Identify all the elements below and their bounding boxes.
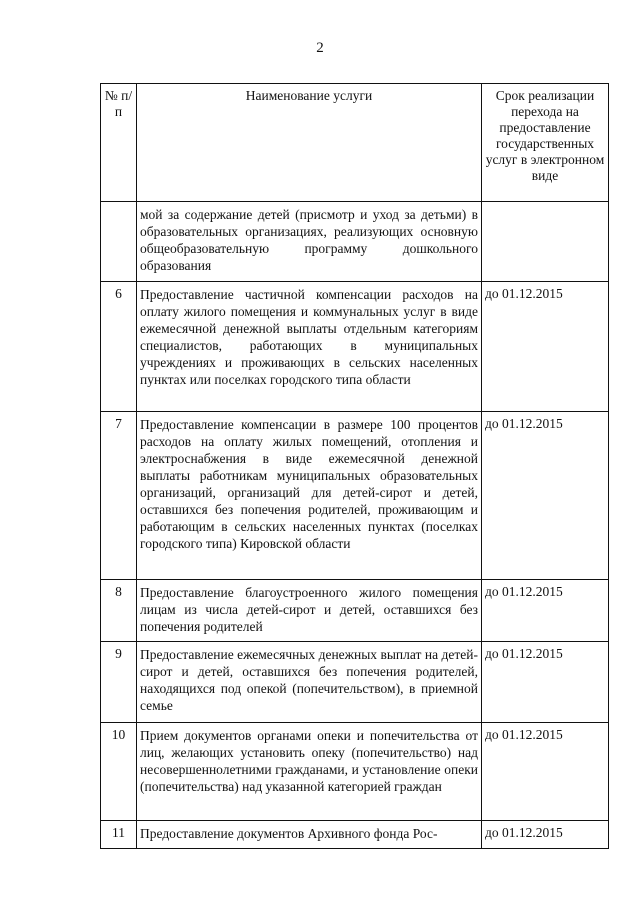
service-term: до 01.12.2015	[482, 723, 609, 821]
table-row	[101, 282, 609, 412]
service-term: до 01.12.2015	[482, 642, 609, 723]
row-number: 9	[101, 642, 137, 723]
table-row	[101, 580, 609, 642]
table-row	[101, 412, 609, 580]
page-number: 2	[316, 40, 324, 56]
service-term: до 01.12.2015	[482, 282, 609, 412]
table-row	[101, 202, 609, 282]
header-service-name: Наименование услуги	[137, 84, 482, 202]
header-number: № п/п	[101, 84, 137, 202]
service-name: мой за содержание детей (присмотр и уход за детьми) в образовательных организациях, реализующих основную общеобразовательную программу дошкольного образования	[137, 202, 482, 282]
row-number: 7	[101, 412, 137, 580]
service-name: Предоставление компенсации в размере 100 процентов расходов на оплату жилых помещений, отопления и электроснабжения в виде ежемесячной денежной выплаты работникам муниципальных образовательных организаций, организаций для детей-сирот и детей, оставшихся без попечения родителей, проживающим и работающим в сельских населенных пунктах (поселках городского типа) Кировской области	[137, 412, 482, 580]
row-number: 11	[101, 821, 137, 849]
table-header-row	[101, 84, 609, 202]
row-number: 10	[101, 723, 137, 821]
service-term: до 01.12.2015	[482, 821, 609, 849]
table-row	[101, 821, 609, 849]
service-name: Предоставление благоустроенного жилого помещения лицам из числа детей-сирот и детей, оставшихся без попечения родителей	[137, 580, 482, 642]
service-term: до 01.12.2015	[482, 580, 609, 642]
row-number: 6	[101, 282, 137, 412]
header-term: Срок реализации перехода на предоставление государственных услуг в электронном виде	[482, 84, 609, 202]
service-name: Предоставление частичной компенсации расходов на оплату жилого помещения и коммунальных услуг в виде ежемесячной денежной выплаты отдельным категориям специалистов, работающих в муниципальных учреждениях и проживающих в сельских населенных пунктах или поселках городского типа области	[137, 282, 482, 412]
service-name: Предоставление ежемесячных денежных выплат на детей-сирот и детей, оставшихся без попечения родителей, находящихся под опекой (попечительством), в приемной семье	[137, 642, 482, 723]
service-name: Предоставление документов Архивного фонда Рос-	[137, 821, 482, 849]
row-number	[101, 202, 137, 282]
services-table	[100, 83, 609, 849]
service-term	[482, 202, 609, 282]
service-name: Прием документов органами опеки и попечительства от лиц, желающих установить опеку (попечительство) над несовершеннолетними гражданами, и установление опеки (попечительства) над указанной категорией граждан	[137, 723, 482, 821]
table-row	[101, 642, 609, 723]
row-number: 8	[101, 580, 137, 642]
table-row	[101, 723, 609, 821]
service-term: до 01.12.2015	[482, 412, 609, 580]
